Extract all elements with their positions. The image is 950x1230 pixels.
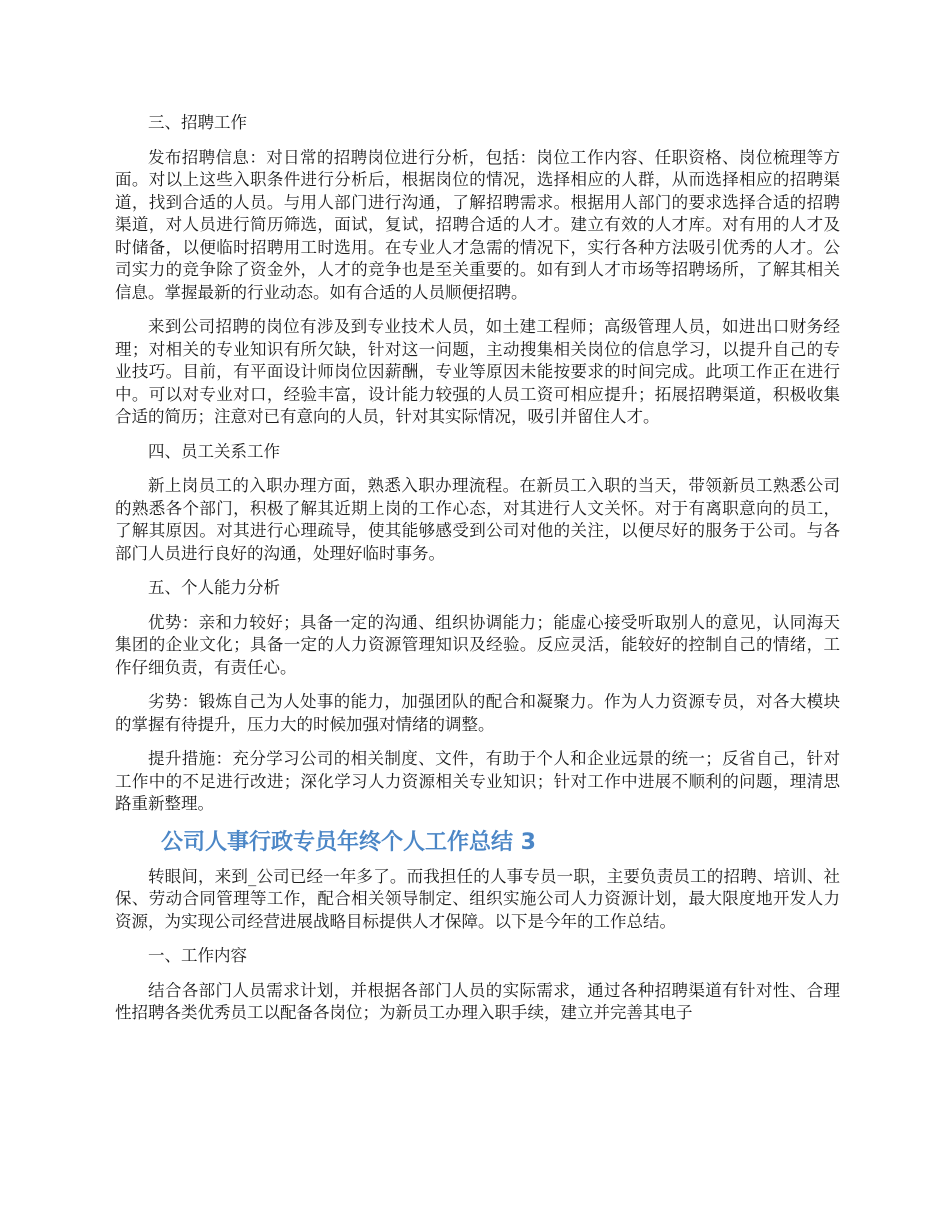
paragraph: 劣势：锻炼自己为人处事的能力，加强团队的配合和凝聚力。作为人力资源专员，对各大模块的掌握有待提升，压力大的时候加强对情绪的调整。: [115, 692, 840, 734]
paragraph: 发布招聘信息：对日常的招聘岗位进行分析，包括：岗位工作内容、任职资格、岗位梳理等方面。对以上这些入职条件进行分析后，根据岗位的情况，选择相应的人群，从而选择相应的招聘渠道，找到合适的人员。与用人部门进行沟通，了解招聘需求。根据用人部门的要求选择合适的招聘渠道，对人员进行简历筛选，面试，复试，招聘合适的人才。建立有效的人才库。对有用的人才及时储备，以便临时招聘用工时选用。在专业人才急需的情况下，实行各种方法吸引优秀的人才。公司实力的竞争除了资金外，人才的竞争也是至关重要的。如有到人才市场等招聘场所，了解其相关信息。掌握最新的行业动态。如有合适的人员顺便招聘。: [115, 147, 840, 302]
section-heading-recruitment: 三、招聘工作: [148, 113, 247, 132]
document-page: [115, 112, 840, 1037]
paragraph: 新上岗员工的入职办理方面，熟悉入职办理流程。在新员工入职的当天，带领新员工熟悉公司的熟悉各个部门，积极了解其近期上岗的工作心态，对其进行人文关怀。对于有离职意向的员工，了解其原因。对其进行心理疏导，使其能够感受到公司对他的关注，以便尽好的服务于公司。与各部门人员进行良好的沟通，处理好临时事务。: [115, 476, 840, 563]
section-heading-work-content: 一、工作内容: [148, 946, 247, 965]
section-heading-employee-relations: 四、员工关系工作: [148, 441, 280, 461]
paragraph: 来到公司招聘的岗位有涉及到专业技术人员，如土建工程师；高级管理人员，如进出口财务经理；对相关的专业知识有所欠缺，针对这一问题，主动搜集相关岗位的信息学习，以提升自己的专业技巧。目前，有平面设计师岗位因薪酬，专业等原因未能按要求的时间完成。此项工作正在进行中。可以对专业对口，经验丰富，设计能力较强的人员工资可相应提升；拓展招聘渠道，积极收集合适的简历；注意对已有意向的人员，针对其实际情况，吸引并留住人才。: [115, 317, 840, 426]
paragraph: 提升措施：充分学习公司的相关制度、文件，有助于个人和企业远景的统一；反省自己，针对工作中的不足进行改进；深化学习人力资源相关专业知识；针对工作中进展不顺利的问题，理清思路重新整理。: [115, 749, 840, 813]
paragraph: 转眼间，来到_公司已经一年多了。而我担任的人事专员一职，主要负责员工的招聘、培训、社保、劳动合同管理等工作，配合相关领导制定、组织实施公司人力资源计划，最大限度地开发人力资源，为实现公司经营进展战略目标提供人才保障。以下是今年的工作总结。: [115, 866, 840, 931]
document-title: 公司人事行政专员年终个人工作总结 3: [161, 829, 536, 855]
paragraph: 结合各部门人员需求计划，并根据各部门人员的实际需求，通过各种招聘渠道有针对性、合理性招聘各类优秀员工以配备各岗位；为新员工办理入职手续，建立并完善其电子: [115, 980, 840, 1022]
paragraph: 优势：亲和力较好；具备一定的沟通、组织协调能力；能虚心接受听取别人的意见，认同海天集团的企业文化；具备一定的人力资源管理知识及经验。反应灵活，能较好的控制自己的情绪，工作仔细负责，有责任心。: [115, 612, 840, 677]
section-heading-ability-analysis: 五、个人能力分析: [148, 578, 280, 597]
